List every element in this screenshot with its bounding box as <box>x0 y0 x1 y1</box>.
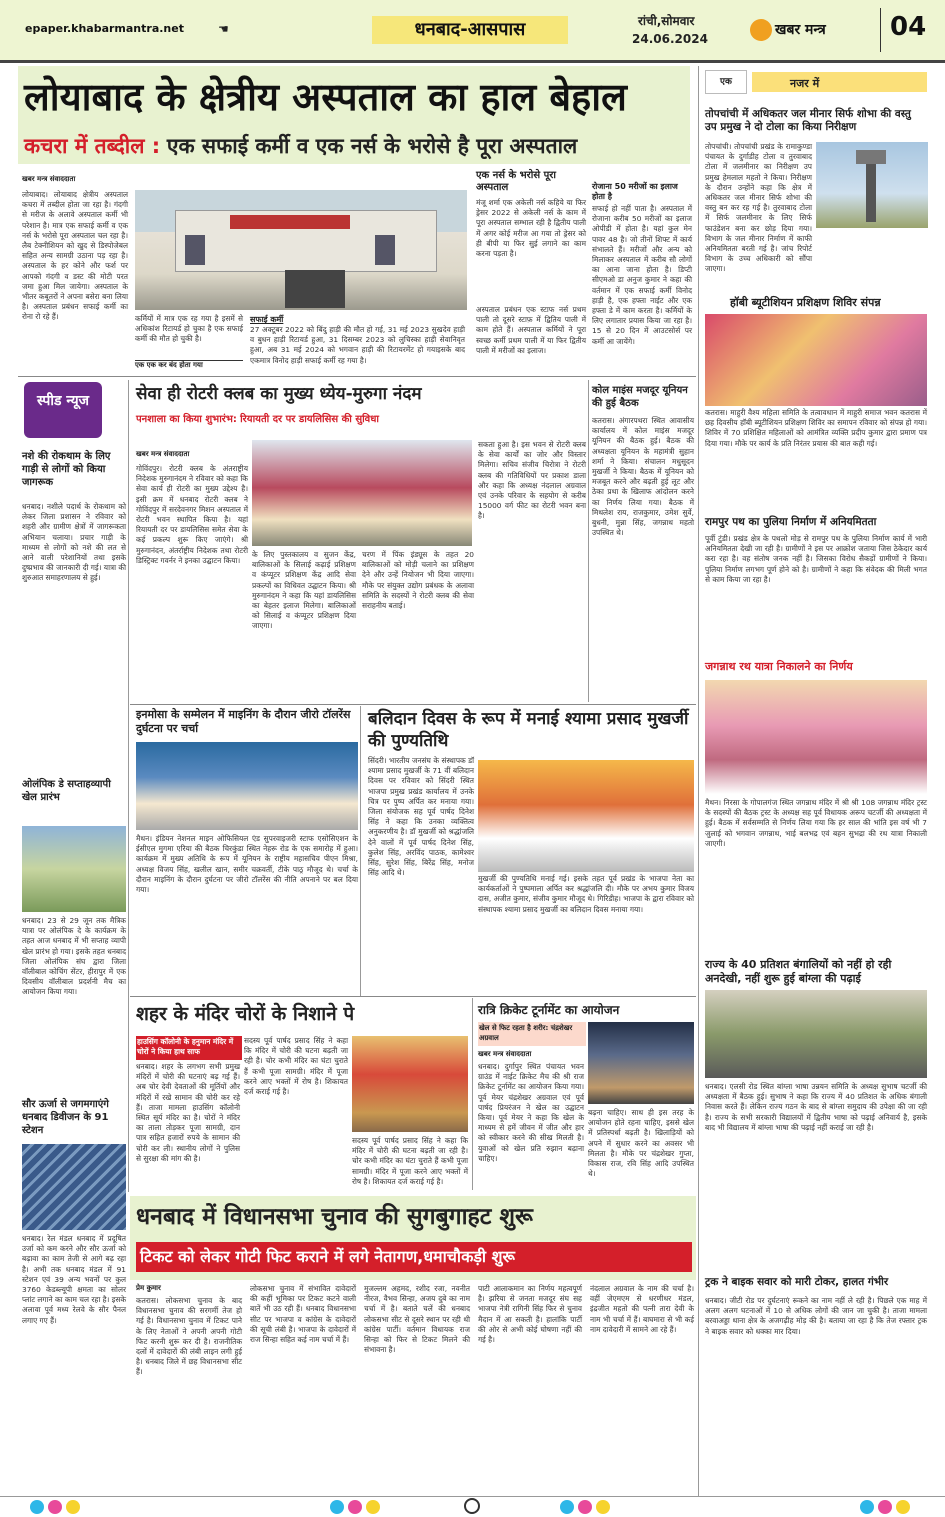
lead-body-col6: सफाई हो नहीं पाता है। अस्पताल में रोजाना करीब 50 मरीजों का इलाज ओपीडी में होता है। यहां कुल मेन पावर 48 है। जो तीनों शिफ्ट में कार्य संभालते हैं। मरीजों और अन्य को मिलाकर अस्पताल में करीब सौ लोगों का आना जाना होता है। डिप्टी सीएमओ डा अनुज कुमार ने कहा की वर्तमान में एक सफाई कर्मी विनोद हाड़ी है, एक हफ्ता नाईट और एक हफ्ता डे में काम करता है। कर्मियों के लिए लगातार प्रयास किया जा रहा है। 15 से 20 दिन में आउटसोर्स पर कर्मी आ जायेंगे। <box>592 204 692 346</box>
lead-body-col1: लोयाबाद। लोयाबाद क्षेत्रीय अस्पताल कचरा में तब्दील होता जा रहा है। गंदगी से मरीज के अलावे अस्पताल कर्मी भी परेशान है। मात्र एक सफाई कर्मी व एक नर्स के भरोसे पूरा अस्पताल चल रहा है। लैब टेक्नीशियन को खुद से डिस्पोजेबल सहित अन्य सामग्री उठाना पड़ रहा है। अस्पताल के हर कोने और फर्श पर आपको गंदगी व डस्ट की मोटी परत जमा हुआ मिल जायेगा। अस्पताल के भीतर कबूतरों ने अपना बसेरा बना लिया है। अस्पताल प्रबंधन सफाई कर्मी का रोना रो रहे हैं। <box>22 190 128 322</box>
page-number: 04 <box>890 12 927 42</box>
lead-body-col5: अस्पताल प्रबंधन एक स्टाफ नर्स प्रथम पाली तो दूसरे स्टाफ़ में द्वितिय पाली में काम होते हैं। अस्पताल कर्मियों ने पूरा स्वच्छ कर्मी प्रथम पाली में या फिर द्वितीय पाली में मरीजों का इलाज। <box>476 305 586 355</box>
section-divider <box>130 704 696 705</box>
lead-photo-caption: सफाई कर्मी <box>250 315 284 324</box>
cricket-body1: धनबाद। दुर्गापुर स्थित पंचायत भवन ग्राउंड में नाईट क्रिकेट मैच की श्री राज क्रिकेट टूर्नामेंट का आयोजन किया गया। पूर्व मेयर चंद्रशेखर अग्रवाल एवं पूर्व पार्षद प्रियरंजन ने खेल का उद्घाटन किया। पूर्व मेयर ने कहा कि खेल के माध्यम से हमें जीवन में जीत और हार को स्वीकार करने की सीख मिलती है। युवाओं को खेल प्रति रुझान बढ़ाना चाहिए। <box>478 1062 584 1163</box>
rotary-byline: खबर मन्त्र संवाददाता <box>136 450 190 458</box>
water-tower-photo <box>816 142 928 228</box>
edition-date: 24.06.2024 <box>632 32 708 46</box>
election-body1: कतरास। लोकसभा चुनाव के बाद विधानसभा चुनाव की सरगर्मी तेज हो गई है। विधानसभा चुनाव में टिकट पाने के लिए नेताओं ने अपनी अपनी गोटी फिट करनी शुरू कर दी है। राजनीतिक दलों में दावेदारों की लंबी लाइन लगी हुई है। धनबाद जिले में छह विधानसभा सीट हैं। <box>136 1296 242 1377</box>
election-body4: पाटी आलाकमान का निर्णय महत्वपूर्ण है। झरिया से जनता मजदूर संघ सह भाजपा नेत्री रागिनी सिंह फिर से चुनाव मैदान में आ सकती है। हालांकि पार्टी की ओर से अभी कोई घोषणा नहीं की गई है। <box>478 1284 582 1345</box>
right-tag-ek: एक <box>705 70 747 94</box>
lead-boxed-caption: एक एक कर बंद होता गया <box>135 360 243 371</box>
rotary-subhead <box>136 412 584 428</box>
olympic-day-photo <box>22 826 126 912</box>
footer-color-dot <box>366 1500 380 1514</box>
speed-news-logo <box>24 382 102 438</box>
temple-head: शहर के मंदिर चोरों के निशाने पे <box>136 1003 355 1025</box>
footer-color-dot <box>896 1500 910 1514</box>
registration-crosshair-icon <box>464 1498 480 1514</box>
rath-yatra-meeting-photo <box>705 680 927 794</box>
site-url[interactable]: epaper.khabarmantra.net <box>25 22 184 35</box>
temple-subbox: हाउसिंग कॉलोनी के हनुमान मंदिर में चोरों ने किया हाथ साफ <box>136 1036 242 1060</box>
beautician-photo <box>705 314 927 406</box>
lead-side-head: एक नर्स के भरोसे पूरा अस्पताल <box>476 170 556 193</box>
right-story4-head: जगन्नाथ रथ यात्रा निकालने का निर्णय <box>705 660 853 673</box>
right-story3-body: पूर्वी टुंडी। प्रखंड क्षेत्र के पथलो मोड़ से रामपुर पथ के पुलिया निर्माण कार्य में भारी अनियमितता देखी जा रही है। ग्रामीणों ने इस पर आक्रोश जताया जिस ठेकेदार कार्य करा रहा है। वह संतोष जनक नहीं है। जिसका विरोध सैकड़ों ग्रामीणों ने किया। पुलिया निर्माण लगभग पूर्ण होने को है। ग्रामीणों ने कहा कि संवेदक की मिली भगत से काम किया जा रहा है। <box>705 534 927 584</box>
right-column-tag-bar <box>752 72 927 92</box>
cursor-icon: ☚ <box>218 22 229 36</box>
left-story1-head: नशे की रोकथाम के लिए गाड़ी से लोगों को किया जागरूक <box>22 451 111 488</box>
temple-body2: सदस्य पूर्व पार्षद प्रसाद सिंह ने कहा कि मंदिर में चोरी की घटना बढ़ती जा रही है। चोर कभी मंदिर का घंटा चुराते हैं कभी पूजा सामग्री। मंदिर में पूजा करने आए भक्तों में रोष है। शिकायत दर्ज कराई गई है। <box>244 1036 348 1097</box>
shyama-tribute-photo <box>478 760 694 872</box>
section-title: धनबाद-आसपास <box>372 16 568 44</box>
right-tag-nazar: नजर में <box>790 77 820 90</box>
brand-logo-icon <box>750 19 772 41</box>
election-body3: मुजल्लम अहमद, रशीद रजा, नवनीत नीरज, वैभव सिन्हा, अजय दुबे का नाम चर्चा में है। बताते चलें की धनबाद लोकसभा सीट से दूसरे स्थान पर रही थी कांग्रेस पार्टी। वर्तमान विधायक राज सिन्हा को फिर से टिकट मिलने की संभावना है। <box>364 1284 470 1355</box>
lead-side-head2: रोजाना 50 मरीजों का इलाज होता है <box>592 182 678 201</box>
election-byline: प्रेम कुमार <box>136 1284 161 1292</box>
koyla-body: कतरास। अंगारपथरा स्थित आवासीय कार्यालय में कोल माइंस मजदूर यूनियन की बैठक हुई। बैठक की अध्यक्षता यूनियन के महामंत्री सुहान शर्मा ने किया। संचालन मधुसूदन मुखर्जी ने किया। बैठक में यूनियन को मजबूत करने और बढ़ती हुई लूट और ठेका प्रथा के खिलाफ आंदोलन करने का निर्णय लिया गया। बैठक में मिथलेश राय, राजकुमार, उमेश सुर्वे, बुधनी, मुन्ना सिंह, जगन्नाथ महतो उपस्थित थे। <box>592 416 694 538</box>
lead-subhead <box>24 132 692 160</box>
right-story5-body: धनबाद। एलसी रोड स्थित बांग्ला भाषा उन्नयन समिति के अध्यक्ष सुभाष चटर्जी की अध्यक्षता में बैठक हुई। सुभाष ने कहा कि राज्य में 40 प्रतिशत के अधिक बंगाली निवास करते हैं। लेकिन राज्य गठन के बाद से बांग्ला समुदाय की उपेक्षा की जा रही है। राज्य के सभी सरकारी विद्यालयों में द्वितीय भाषा को पढ़ाई अनिवार्य है, इसके बाद भी विद्यालय में बांग्ला भाषा की पढ़ाई नहीं कराई जा रही है। <box>705 1082 927 1132</box>
left-story2-head: ओलंपिक डे सप्ताहव्यापी खेल प्रारंभ <box>22 779 111 803</box>
lead-subhead-black: एक सफाई कर्मी व एक नर्स के भरोसे है पूरा अस्पताल <box>166 134 578 158</box>
election-sub: टिकट को लेकर गोटी फिट कराने में लगे नेतागण,धमाचौकड़ी शुरू <box>140 1247 515 1266</box>
hospital-photo <box>135 190 467 310</box>
footer-color-dot <box>66 1500 80 1514</box>
column-rule <box>128 380 129 1192</box>
cricket-byline: खबर मन्त्र संवाददाता <box>478 1050 532 1058</box>
footer-color-dot <box>596 1500 610 1514</box>
shyama-body1: सिंदरी। भारतीय जनसंघ के संस्थापक डॉ श्यामा प्रसाद मुखर्जी के 71 वीं बलिदान दिवस पर रविवार को सिंदरी स्थित भाजपा प्रमुख प्रखंड कार्यालय में उनके चित्र पर पुष्प अर्पित कर मनाया गया। जिला संयोजक सह पूर्व पार्षद दिनेश सिंह ने कहा कि उनका व्यक्तित्व अनुकरणीय है। डॉ मुखर्जी को श्रद्धांजलि देने वालों में पूर्व पार्षद दिनेश सिंह, कुलेश सिंह, अरविंद पाठक, कामेश्वर सिंह, सुरेश सिंह, बिरेंद्र सिंह, मनोज सिंह आदि थे। <box>368 756 474 878</box>
rotary-body3: चरण में पिंक इंड्यूस के तहत 20 बालिकाओं को मोड़ी चलाने का प्रशिक्षण देने और उन्हें नियोजन भी दिया जाएगा। मौके पर संयुक्त उद्योग प्रबंधक के अलावा समिति के सदस्यों ने रोटरी क्लब की सेवा सराहनीय बताई। <box>362 550 474 611</box>
cricket-photo <box>588 1022 694 1104</box>
speed-news-logo-text: स्पीड न्यूज <box>36 393 90 409</box>
right-story5-head: राज्य के 40 प्रतिशत बंगालियों को नहीं हो रही अनदेखी, नहीं शुरू हुई बांग्ला की पढ़ाई <box>705 958 892 985</box>
rotary-head: सेवा ही रोटरी क्लब का मुख्य ध्येय-मुरुगा नंदम <box>136 384 422 404</box>
cricket-body2: बढ़ना चाहिए। साथ ही इस तरह के आयोजन होते रहना चाहिए, इससे खेल में प्रतिस्पर्धा बढ़ती है। खिलाड़ियों को अपने में सुधार करने का अवसर भी मिलता है। मौके पर चंद्रशेखर गुप्ता, विकास राज, रवि सिंह आदि उपस्थित थे। <box>588 1108 694 1179</box>
mining-body: मैथन। इंडियन नेशनल माइन ओफिसियल एंड सुपरवाइजरी स्टाफ एसोसिएशन के ईसीएल मुगमा एरिया की बैठक चिरकुंडा स्थित नेहरू रोड के एक समारोह में हुआ। कार्यक्रम में मुख्य अतिथि के रूप में यूनियन के राष्ट्रीय महासचिव पीएन मिश्रा, अध्यक्ष विजय सिंह, खलील खान, समीर चक्रवर्ती, टीके पाठ्र मौजूद थे। चर्चा के दौरान माइनिंग के दौरान दुर्घटना पर जीरो टॉलरेंस की नीति अपनाने पर बल दिया गया। <box>136 834 358 895</box>
lead-byline: खबर मन्त्र संवाददाता <box>22 175 76 183</box>
right-story6-body: धनबाद। जीटी रोड पर दुर्घटनाएं रूकने का नाम नहीं ले रही है। पिछले एक माह में अलग अलग घटनाओं में 10 से अधिक लोगों की जान जा चुकी है। ताजा मामला बरवाअड्डा थाना क्षेत्र के अजगढ़ीह मोड़ की है। बताया जा रहा है कि तेज रफ्तार ट्रक ने बाइक सवार को धक्का मार दिया। <box>705 1296 927 1336</box>
election-body2: लोकसभा चुनाव में संभावित दावेदारों की कहीं भूमिका पर टिकट कटने वाली बातें भी उठ रही हैं। धनबाद विधानसभा सीट पर भाजपा व कांग्रेस के दावेदारों की सूची लंबी है। भाजपा के दावेदारों में राज सिन्हा सहित कई नाम चर्चा में हैं। <box>250 1284 356 1345</box>
footer-color-dot <box>560 1500 574 1514</box>
left-story1-body: धनबाद। नशीले पदार्थ के रोकथाम को लेकर जिला प्रशासन ने रविवार को शहरी और ग्रामीण क्षेत्रों में जागरूकता अभियान चलाया। प्रचार गाड़ी के माध्यम से लोगों को नशे की लत से आने वाली परेशानियों तथा इसके दुष्प्रभाव की जानकारी दी गई। यात्रा की शुरुआत समाहरणालय से हुई। <box>22 502 126 583</box>
temple-photo <box>352 1036 468 1132</box>
shyama-head: बलिदान दिवस के रूप में मनाई श्यामा प्रसाद मुखर्जी की पुण्यतिथि <box>368 709 689 751</box>
right-story6-head: ट्रक ने बाइक सवार को मारी टोकर, हालत गंभीर <box>705 1276 889 1288</box>
rotary-body1: गोविंदपुर। रोटरी क्लब के अंतराष्ट्रीय निदेशक मुरुगानंदम ने रविवार को कहा कि सेवा कार्य ही रोटरी का मुख्य उद्देश्य है। इसी क्रम में धनबाद रोटरी क्लब ने गोविंदपुर में सरदेवनगर मिशन अस्पताल में रोटरी भवन स्थापित किया है। यहां रियायती दर पर डायलिसिस समेत सेवा के कई प्रकल्प शुरू किए जाएंगे। श्री मुरुगानंदन, अंतर्राष्ट्रीय निदेशक तथा रोटरी डिस्ट्रिक्ट गवर्नर ने इनका उद्घाटन किया। <box>136 464 248 565</box>
section-divider <box>130 996 696 997</box>
footer-color-dot <box>48 1500 62 1514</box>
footer-color-dot <box>348 1500 362 1514</box>
koyla-head: कोल माइंस मजदूर यूनियन की हुई बैठक <box>592 385 688 409</box>
section-divider <box>18 376 696 377</box>
election-body5: नंदलाल अग्रवाल के नाम की चर्चा है। वहीं जेएमएम से धरणीधर मंडल, इंद्रजीत महतो की पत्नी तारा देवी के नाम भी चर्चा में हैं। बाघमारा से भी कई नाम दावेदारी में सामने आ रहे हैं। <box>590 1284 694 1334</box>
bangla-meeting-photo <box>705 990 927 1078</box>
temple-body1: धनबाद। शहर के लगभग सभी प्रमुख मंदिरों में चोरी की घटनाएं बढ़ गई हैं। अब चोर देवी देवताओं की मूर्तियों और मंदिरों में रखे सामान की चोरी कर रहे हैं। ताजा मामला हाउसिंग कॉलोनी स्थित सूर्य मंदिर का है। चोरों ने मंदिर का ताला तोड़कर पूजा सामग्री, दान पात्र सहित हजारों रुपये के सामान की चोरी कर ली। स्थानीय लोगों ने पुलिस से सुरक्षा की मांग की है। <box>136 1062 240 1163</box>
column-rule <box>698 66 699 1496</box>
shyama-body2: मुखर्जी की पुण्यतिथि मनाई गई। इसके तहत पूर्व प्रखंड के भाजपा नेता का कार्यकर्ताओं ने पुष्पमाला अर्पित कर श्रद्धांजलि दी। मौके पर अभय कुमार विजय दास, अजीत कुमार, संजीव कुमार मौजूद थे। गिरिडीह। भाजपा के द्वारा रविवार को संस्थापक श्यामा प्रसाद मुखर्जी का बलिदान दिवस मनाया गया। <box>478 874 694 914</box>
brand-name: खबर मन्त्र <box>775 22 826 38</box>
lead-body-col4: मंजू शर्मा एक अकेली नर्स कहिये या फिर ड्रेसर 2022 से अकेली नर्स के काम में पूरा अस्पताल सम्भाल रही है द्वितीय पाली में अगर कोई मरीज आ गया तो ड्रेसर को ही बीपी या फिर सुई लगाने का काम करना पड़ता है। <box>476 198 586 259</box>
rotary-sub-red: पनशाला का किया शुभारंभ: <box>136 414 237 425</box>
edition-place: रांची,सोमवार <box>638 14 695 28</box>
rotary-ceremony-photo <box>252 440 472 546</box>
lead-headline: लोयाबाद के क्षेत्रीय अस्पताल का हाल बेहाल <box>24 75 627 119</box>
footer-color-dot <box>578 1500 592 1514</box>
right-story4-body: मैथन। निरसा के गोपालगंज स्थित जगन्नाथ मंदिर में श्री श्री 108 जगन्नाथ मंदिर ट्रस्ट के सदस्यों की बैठक ट्रस्ट के अध्यक्ष सह पूर्व विधायक अरूप चटर्जी की अध्यक्षता में हुई। बैठक में सर्वसम्मति से निर्णय लिया गया कि हर साल की भांति इस वर्ष भी 7 जुलाई को भगवान जगन्नाथ, भाई बलभद्र एवं बहन सुभद्रा की रथ यात्रा निकाली जाएगी। <box>705 798 927 848</box>
rotary-body2: के लिए पुस्तकालय व सुजन केंद्र, बालिकाओं के सिलाई कढ़ाई प्रशिक्षण व कंप्यूटर प्रशिक्षण केंद्र आदि सेवा प्रकल्पों का विधिवत उद्घाटन किया। श्री मुरुगानंदम ने कहा कि यहां डायलिसिस का बेहतर इलाज मिलेगा। बालिकाओं को सिलाई व कंप्यूटर प्रशिक्षण दिया जाएगा। <box>252 550 356 631</box>
right-story2-body: कतरास। माहुरी वैश्य महिला समिति के तत्वावधान में माहुरी समाज भवन कतरास में छह दिवसीय हॉबी ब्यूटीशियन प्रशिक्षण शिविर का समापन रविवार को संपन्न हो गया। शिविर में 70 प्रशिक्षित महिलाओं को आमंत्रित व्यक्ति प्रदीप कुमार द्वारा प्रमाण पत्र दिया गया। मौके पर कार्य के प्रति निरंतर प्रयास की बात कही गई। <box>705 408 927 448</box>
left-story3-head: सौर ऊर्जा से जगमगाएंगे धनबाद डिवीजन के 91 स्टेशन <box>22 1099 109 1136</box>
lead-subhead-red: कचरा में तब्दील : <box>24 134 161 158</box>
rotary-body4: सकता हुआ है। इस भवन से रोटरी क्लब के सेवा कार्यों का जोर और विस्तार मिलेगा। सचिव संजीव चिरोत्रा ने रोटरी क्लब की गतिविधियों पर प्रकाश डाला और कहा कि अध्यक्ष नंदलाल अग्रवाल एवं उनके परिवार के सहयोग से करीब 15000 वर्ग फीट का रोटरी भवन बना है। <box>478 440 586 521</box>
footer-color-dot <box>330 1500 344 1514</box>
lead-body-col2: कर्मियों में मात्र एक रह गया है इसमें से अधिकांश रिटायर्ड हो चुका है एक सफाई कर्मी की मौत हो चुकी है। <box>135 314 243 344</box>
lead-body-col3: 27 अक्टूबर 2022 को बिंदु हाड़ी की मौत हो गई, 31 मई 2023 सुखदेव हाड़ी व बुधन हाड़ी रिटायर्ड हुआ, 31 दिसम्बर 2023 को लुचिस्का हाड़ी सेवानिवृत हुआ, अब 31 मई 2024 को भगवान हाड़ी की रिटायरमेंट हो गयाइसके बाद एकमात्र विनोद हाड़ी सफाई कर्मी रह गया है। <box>250 325 465 365</box>
right-story2-head: हॉबी ब्यूटीशियन प्रशिक्षण शिविर संपन्न <box>730 296 881 309</box>
left-story2-body: धनबाद। 23 से 29 जून तक मैत्रिक यात्रा पर ओलंपिक दे के कार्यक्रम के तहत आज धनबाद में भी सप्ताह व्यापी खेल प्रारंभ हो गया। इसके तहत धनबाद जिला ओलंपिक संघ द्वारा जिला वॉलीबाल कोचिंग सेंटर, हीरापुर में एक दिवसीय वॉलीबाल प्रदर्शनी मैच का आयोजन किया गया। <box>22 916 126 997</box>
column-rule <box>588 380 589 702</box>
temple-body3: सदस्य पूर्व पार्षद प्रसाद सिंह ने कहा कि मंदिर में चोरी की घटना बढ़ती जा रही है। चोर कभी मंदिर का घंटा चुराते हैं कभी पूजा सामग्री। मंदिर में पूजा करने आए भक्तों में रोष है। शिकायत दर्ज कराई गई है। <box>352 1136 468 1186</box>
rotary-sub-rest: रियायती दर पर डायलिसिस की सुविधा <box>240 414 379 425</box>
footer-rule <box>0 1496 945 1497</box>
cricket-sub: खेल से फिट रहता है शरीर: चंद्रशेखर अग्रवाल <box>478 1022 586 1046</box>
election-head: धनबाद में विधानसभा चुनाव की सुगबुगाहट शुरू <box>136 1204 533 1230</box>
inmosa-conference-photo <box>136 742 358 830</box>
footer-color-dot <box>860 1500 874 1514</box>
right-story1-body: तोपचांची। तोपचांची प्रखंड के रामाकुण्डा पंचायत के दुर्गाडीह टोला व तुरवाबाद टोला में जलमीनार का निरीक्षण उप प्रमुख हेमलाल महतो ने किया। निरीक्षण के दौरान उन्होंने कहा कि क्षेत्र में अधिकतर जल मीनार सिर्फ शोभा की वस्तु बन कर रह गई है। तुरवाबाद टोला में सिर्फ जलमीनार के लिए सिर्फ फाउंडेशन बना कर छोड़ दिया गया। विभाग के जल मीनार निर्माण में काफी अनियमितता बरती गई है। जांच रिपोर्ट विभाग के उच्च अधिकारी को सौंपा जाएगा। <box>705 142 812 274</box>
left-story3-body: धनबाद। रेल मंडल धनबाद में प्रदूषित उर्जा को कम करने और सौर ऊर्जा को बढ़ावा का काम तेजी से आगे बढ़ रहा है। अभी तक धनबाद मंडल में 91 स्टेशन एवं 39 अन्य भवनों पर कुल 3760 केडब्ल्यूपी क्षमता का सोलर प्लांट लगाने का काम चल रहा है। इसके अलावा पूर्व मध्य रेलवे के सौर पैनल लगाए गए हैं। <box>22 1234 126 1325</box>
cricket-head: रात्रि क्रिकेट टूर्नामेंट का आयोजन <box>478 1003 620 1017</box>
solar-panel-photo <box>22 1144 126 1230</box>
mining-head: इनमोसा के सम्मेलन में माइनिंग के दौरान जीरो टॉलरेंस दुर्घटना पर चर्चा <box>136 708 351 735</box>
right-story3-head: रामपुर पथ का पुलिया निर्माण में अनियमितता <box>705 516 877 528</box>
footer-color-dot <box>30 1500 44 1514</box>
right-story1-head: तोपचांची में अधिकतर जल मीनार सिर्फ शोभा की वस्तु उप प्रमुख ने दो टोला का किया निरीक्षण <box>705 108 911 133</box>
column-rule <box>472 998 473 1190</box>
column-rule <box>360 706 361 996</box>
footer-color-dot <box>878 1500 892 1514</box>
